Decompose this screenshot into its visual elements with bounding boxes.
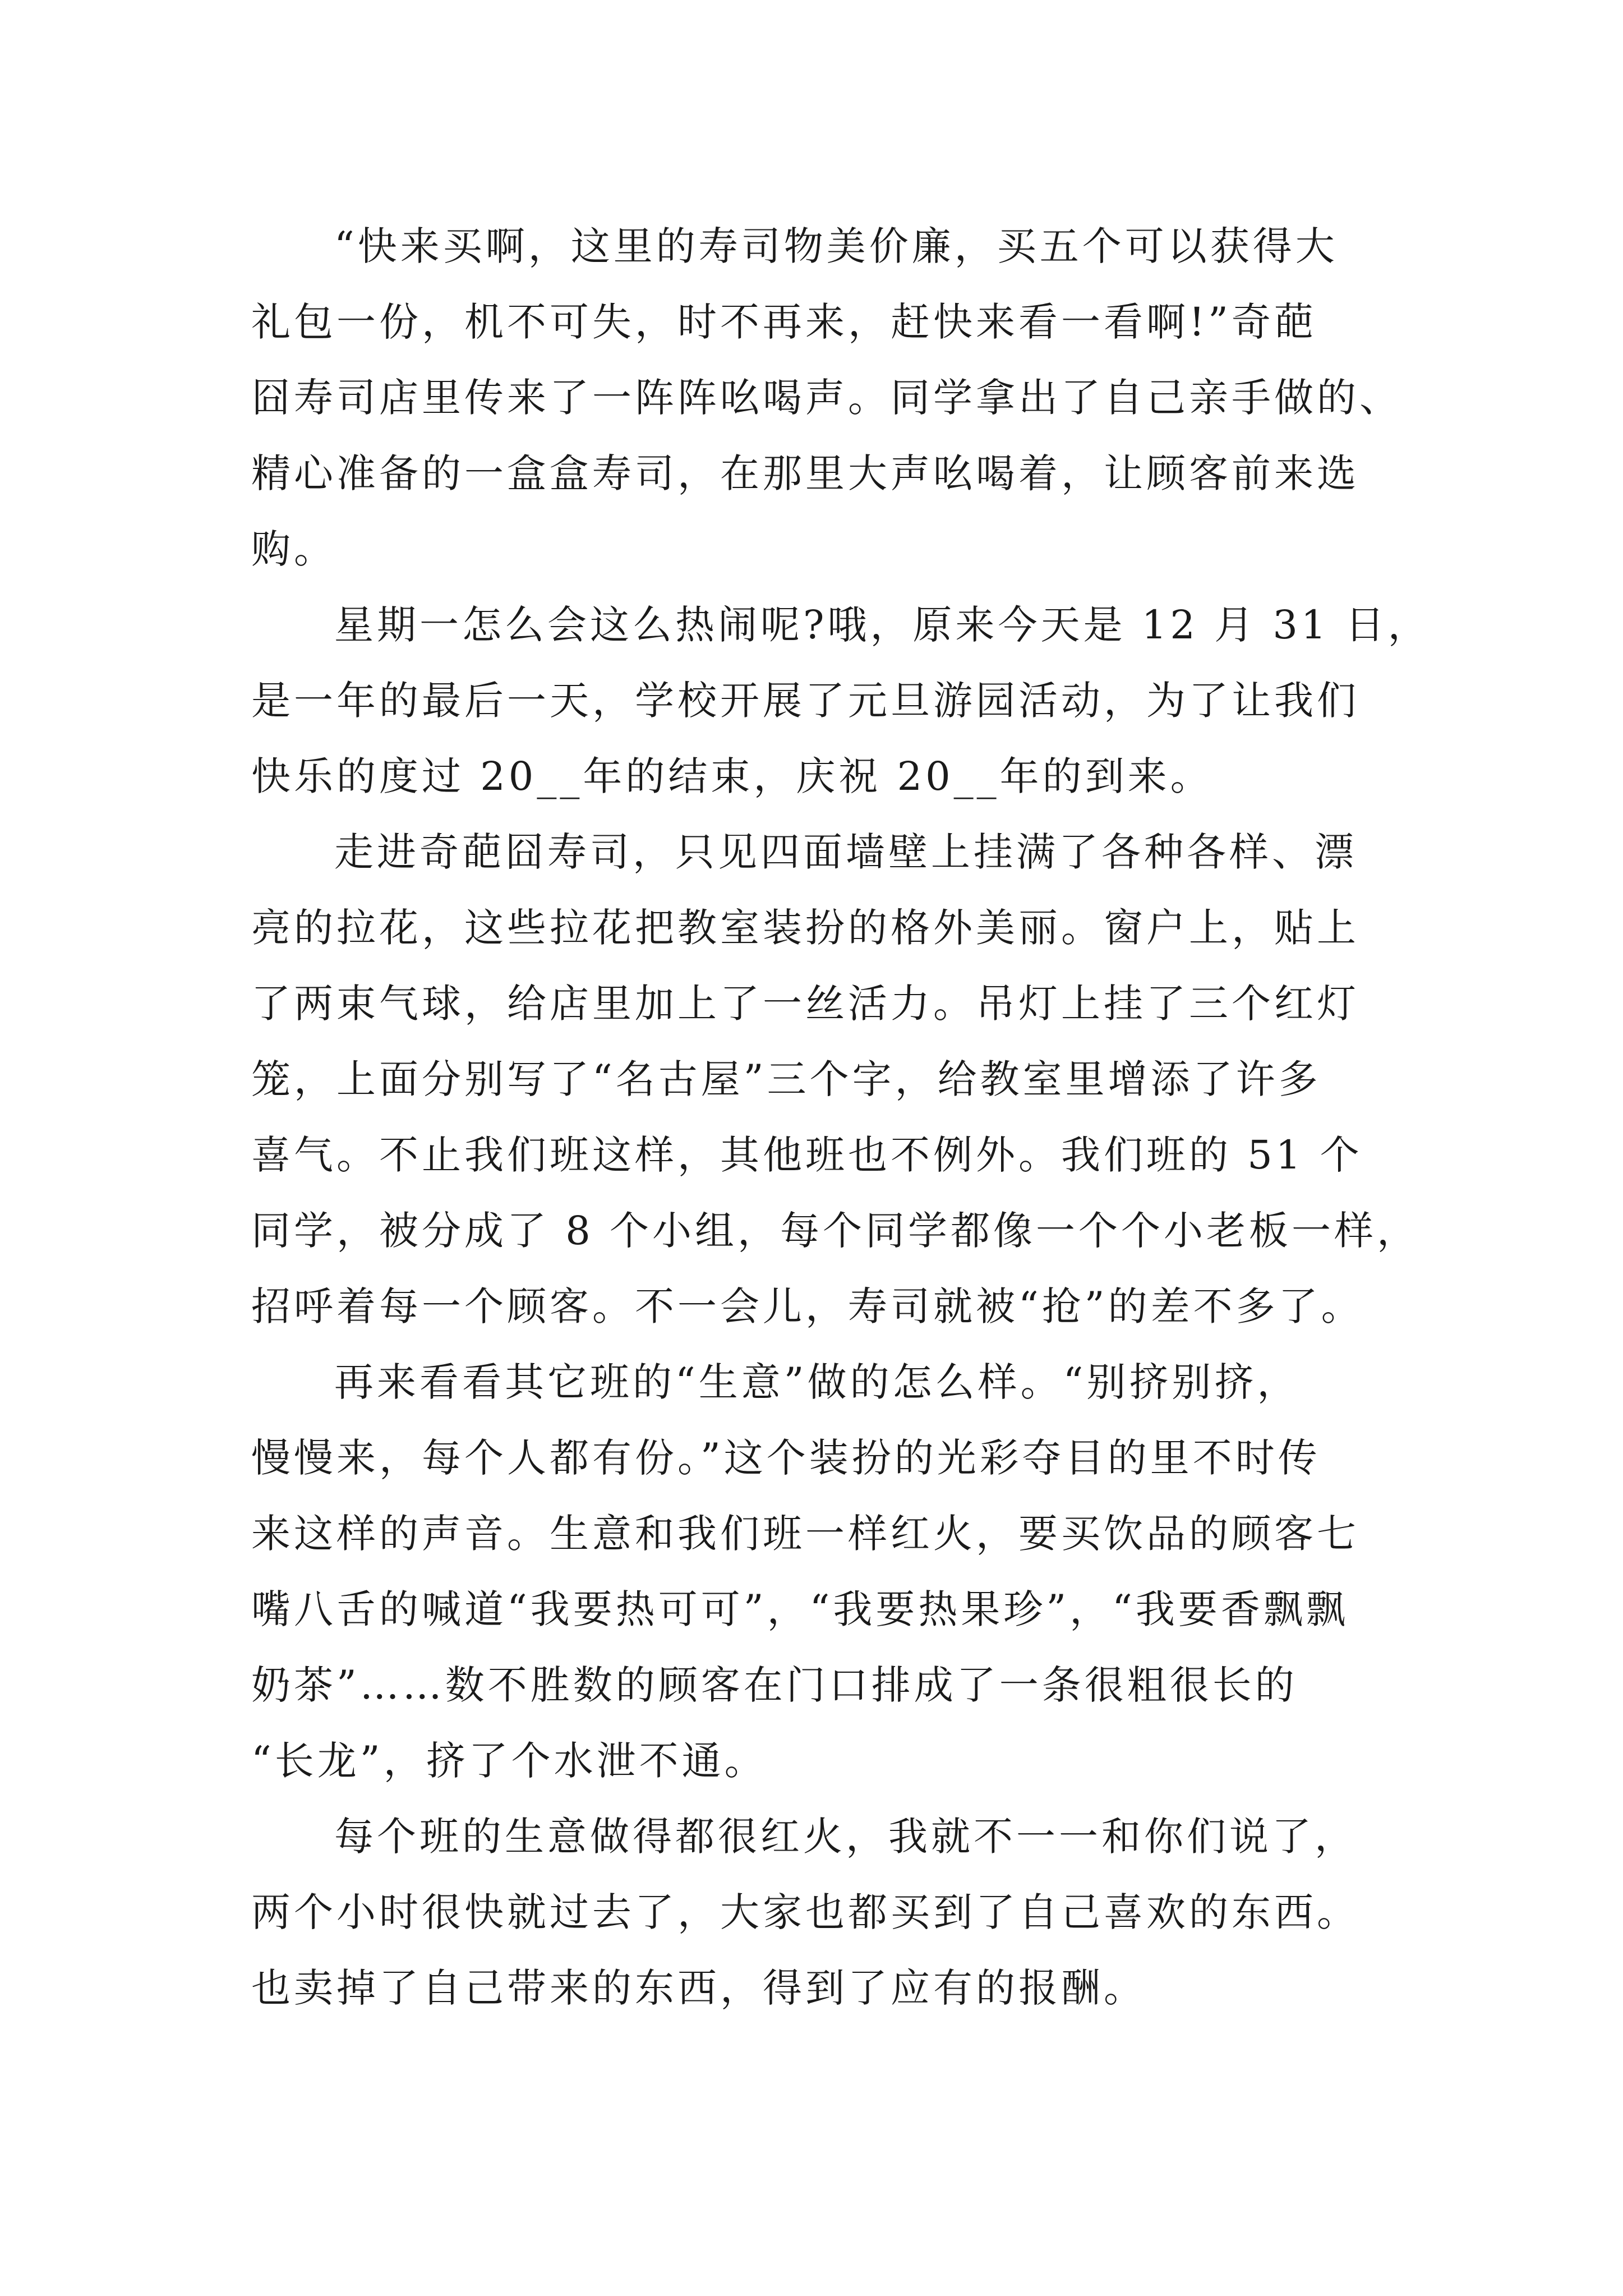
text-line: 两个小时很快就过去了，大家也都买到了自己喜欢的东西。 [251,1889,1359,1935]
text-line: 星期一怎么会这么热闹呢?哦，原来今天是 12 月 31 日， [334,602,1431,648]
text-line: 喜气。不止我们班这样，其他班也不例外。我们班的 51 个 [251,1132,1363,1178]
text-line: 了两束气球，给店里加上了一丝活力。吊灯上挂了三个红灯 [251,981,1359,1027]
paragraph-3 [251,815,1418,1345]
text-line: “快来买啊，这里的寿司物美价廉，买五个可以获得大 [334,223,1338,269]
text-line: 囧寿司店里传来了一阵阵吆喝声。同学拿出了自己亲手做的、 [251,375,1402,421]
text-line: 购。 [251,526,336,572]
text-line: 礼包一份，机不可失，时不再来，赶快来看一看啊!”奇葩 [251,299,1317,345]
text-line: 来这样的声音。生意和我们班一样红火，要买饮品的顾客七 [251,1511,1359,1557]
text-line: 是一年的最后一天，学校开展了元旦游园活动，为了让我们 [251,678,1359,724]
text-line: 笼，上面分别写了“名古屋”三个字，给教室里增添了许多 [251,1056,1321,1102]
text-line: “长龙”，挤了个水泄不通。 [251,1738,767,1784]
paragraph-5 [251,1799,1418,2026]
document-body [251,209,1431,2026]
text-line: 招呼着每一个顾客。不一会儿，寿司就被“抢”的差不多了。 [251,1283,1364,1329]
paragraph-2 [251,587,1431,815]
text-line: 嘴八舌的喊道“我要热可可”，“我要热果珍”，“我要香飘飘 [251,1586,1349,1632]
text-line: 也卖掉了自己带来的东西，得到了应有的报酬。 [251,1965,1146,2011]
text-line: 快乐的度过 20__年的结束，庆祝 20__年的到来。 [251,753,1213,799]
text-line: 同学，被分成了 8 个小组，每个同学都像一个个小老板一样， [251,1208,1420,1254]
text-line: 亮的拉花，这些拉花把教室装扮的格外美丽。窗户上，贴上 [251,905,1359,951]
text-line: 精心准备的一盒盒寿司，在那里大声吆喝着，让顾客前来选 [251,450,1359,496]
paragraph-1 [251,209,1418,587]
text-line: 奶茶”……数不胜数的顾客在门口排成了一条很粗很长的 [251,1662,1298,1708]
text-line: 每个班的生意做得都很红火，我就不一一和你们说了， [334,1814,1357,1860]
text-line: 走进奇葩囧寿司，只见四面墙壁上挂满了各种各样、漂 [334,829,1357,875]
text-line: 再来看看其它班的“生意”做的怎么样。“别挤别挤， [334,1359,1300,1405]
paragraph-4 [251,1345,1418,1799]
text-line: 慢慢来，每个人都有份。”这个装扮的光彩夺目的里不时传 [251,1435,1321,1481]
